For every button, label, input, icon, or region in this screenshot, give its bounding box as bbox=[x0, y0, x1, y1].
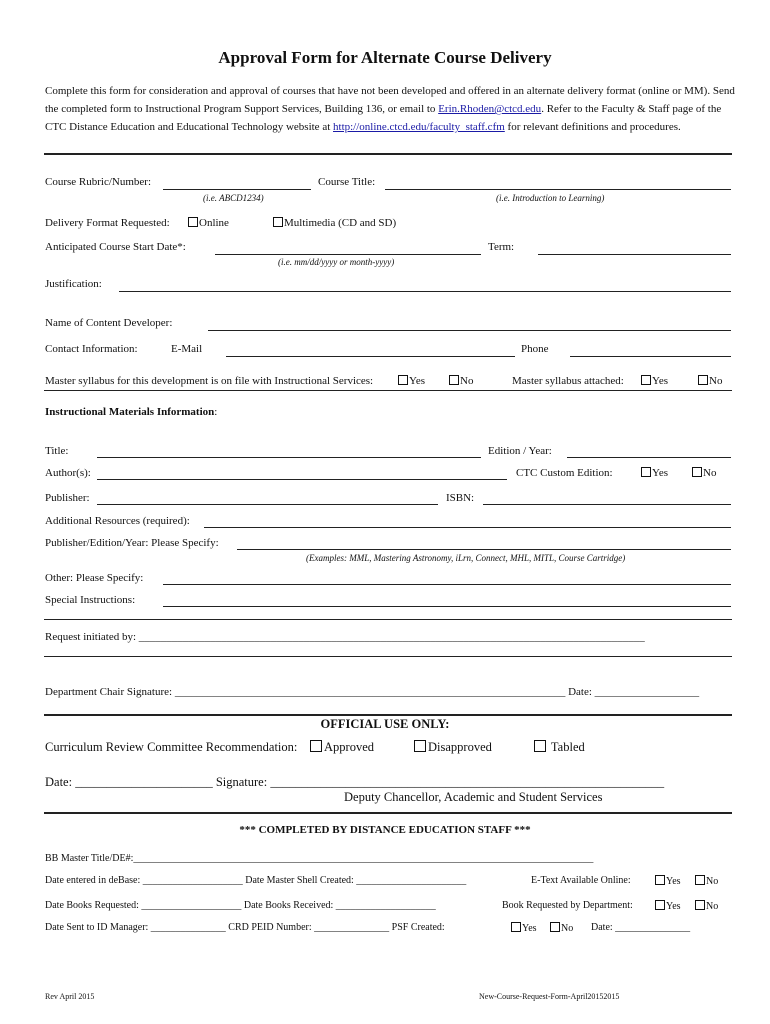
etext-label: E-Text Available Online: bbox=[531, 875, 631, 886]
intro-text-3: for relevant definitions and procedures. bbox=[504, 121, 681, 134]
email-field[interactable] bbox=[226, 356, 515, 357]
publisher-field[interactable] bbox=[97, 504, 438, 505]
start-date-label: Anticipated Course Start Date*: bbox=[45, 241, 186, 253]
examples-hint: (Examples: MML, Mastering Astronomy, iLrn, Connect, MHL, MITL, Course Cartridge) bbox=[306, 553, 626, 563]
email-link[interactable]: Erin.Rhoden@ctcd.edu bbox=[438, 103, 542, 116]
approved-label: Approved bbox=[324, 740, 374, 754]
no-label: No bbox=[706, 876, 719, 887]
psf-yes[interactable] bbox=[511, 922, 537, 934]
checkbox-icon[interactable] bbox=[449, 375, 459, 385]
publisher-specify-field[interactable] bbox=[237, 549, 731, 550]
additional-resources-field[interactable] bbox=[204, 527, 731, 528]
yes-label: Yes bbox=[652, 467, 669, 479]
bb-master-line[interactable]: BB Master Title/DE#:____________________________________________________________________________________________ bbox=[45, 853, 594, 864]
disapproved-label: Disapproved bbox=[428, 740, 492, 754]
syllabus-file-label: Master syllabus for this development is on file with Instructional Services: bbox=[45, 375, 374, 387]
materials-heading bbox=[45, 406, 217, 418]
approved-option[interactable] bbox=[310, 740, 374, 755]
term-label: Term: bbox=[488, 241, 515, 253]
book-dept-yes[interactable] bbox=[655, 900, 681, 912]
checkbox-icon[interactable] bbox=[550, 922, 560, 932]
checkbox-icon[interactable] bbox=[511, 922, 521, 932]
debase-line[interactable]: Date entered in deBase: ____________________ Date Master Shell Created: ______________________ bbox=[45, 875, 467, 886]
yes-label: Yes bbox=[409, 375, 426, 387]
checkbox-icon[interactable] bbox=[310, 740, 322, 752]
syllabus-attached-label: Master syllabus attached: bbox=[512, 375, 624, 387]
special-instructions-label: Special Instructions: bbox=[45, 594, 136, 606]
yes-label: Yes bbox=[522, 923, 537, 934]
custom-edition-label: CTC Custom Edition: bbox=[516, 467, 613, 479]
online-option[interactable] bbox=[188, 217, 229, 229]
edition-label: Edition / Year: bbox=[488, 445, 552, 457]
isbn-field[interactable] bbox=[483, 504, 731, 505]
contact-label: Contact Information: bbox=[45, 343, 138, 355]
multimedia-label: Multimedia (CD and SD) bbox=[284, 217, 397, 229]
justification-label: Justification: bbox=[45, 278, 102, 290]
rubric-field[interactable] bbox=[163, 189, 311, 190]
no-label: No bbox=[460, 375, 474, 387]
no-label: No bbox=[709, 375, 723, 387]
authors-field[interactable] bbox=[97, 479, 507, 480]
checkbox-icon[interactable] bbox=[695, 900, 705, 910]
custom-edition-no[interactable] bbox=[692, 467, 716, 479]
de-staff-divider bbox=[44, 812, 732, 814]
checkbox-icon[interactable] bbox=[534, 740, 546, 752]
footer-form-id: New-Course-Request-Form-April20152015 bbox=[479, 992, 620, 1001]
chair-signature-line[interactable]: Department Chair Signature: _______________________________________________________________________ Date: ___________________ bbox=[45, 686, 700, 698]
checkbox-icon[interactable] bbox=[641, 467, 651, 477]
email-label: E-Mail bbox=[171, 343, 203, 355]
yes-label: Yes bbox=[666, 876, 681, 887]
multimedia-option[interactable] bbox=[273, 217, 396, 229]
checkbox-icon[interactable] bbox=[692, 467, 702, 477]
yes-label: Yes bbox=[652, 375, 669, 387]
additional-resources-label: Additional Resources (required): bbox=[45, 515, 190, 527]
rubric-hint: (i.e. ABCD1234) bbox=[203, 193, 264, 203]
other-specify-label: Other: Please Specify: bbox=[45, 572, 144, 584]
syllabus-file-yes[interactable] bbox=[398, 375, 425, 387]
request-initiated-line[interactable]: Request initiated by: ____________________________________________________________________________________________ bbox=[45, 631, 645, 643]
official-heading: OFFICIAL USE ONLY: bbox=[320, 717, 450, 731]
date-signature-line[interactable]: Date: ______________________ Signature: _______________________________________________________________ bbox=[45, 775, 665, 789]
special-instructions-field[interactable] bbox=[163, 606, 731, 607]
intro-text-2: . Refer to the Faculty & Staff page of the CTC Distance Education and Educational Technology website at bbox=[45, 103, 722, 134]
course-title-hint: (i.e. Introduction to Learning) bbox=[496, 193, 605, 203]
checkbox-icon[interactable] bbox=[398, 375, 408, 385]
checkbox-icon[interactable] bbox=[414, 740, 426, 752]
publisher-label: Publisher: bbox=[45, 492, 90, 504]
online-label: Online bbox=[199, 217, 229, 229]
official-divider bbox=[44, 714, 732, 716]
start-date-hint: (i.e. mm/dd/yyyy or month-yyyy) bbox=[278, 257, 395, 267]
website-link[interactable]: http://online.ctcd.edu/faculty_staff.cfm bbox=[333, 121, 505, 134]
start-date-field[interactable] bbox=[215, 254, 481, 255]
other-specify-field[interactable] bbox=[163, 584, 731, 585]
materials-heading-text: Instructional Materials Information bbox=[45, 406, 215, 418]
authors-label: Author(s): bbox=[45, 467, 91, 479]
syllabus-attached-yes[interactable] bbox=[641, 375, 668, 387]
materials-divider bbox=[44, 619, 732, 620]
id-manager-line[interactable]: Date Sent to ID Manager: _______________ CRD PEID Number: _______________ PSF Created: bbox=[45, 922, 445, 933]
justification-field[interactable] bbox=[119, 291, 731, 292]
etext-no[interactable] bbox=[695, 875, 718, 887]
phone-field[interactable] bbox=[570, 356, 731, 357]
book-dept-label: Book Requested by Department: bbox=[502, 900, 633, 911]
custom-edition-yes[interactable] bbox=[641, 467, 668, 479]
delivery-label: Delivery Format Requested: bbox=[45, 217, 170, 229]
materials-heading-colon: : bbox=[214, 406, 218, 418]
request-divider bbox=[44, 656, 732, 657]
tabled-option[interactable] bbox=[534, 740, 585, 755]
course-title-label: Course Title: bbox=[318, 176, 376, 188]
checkbox-icon[interactable] bbox=[698, 375, 708, 385]
books-requested-line[interactable]: Date Books Requested: ____________________ Date Books Received: ____________________ bbox=[45, 900, 436, 911]
developer-label: Name of Content Developer: bbox=[45, 317, 173, 329]
rubric-label: Course Rubric/Number: bbox=[45, 176, 152, 188]
tabled-label: Tabled bbox=[550, 740, 585, 754]
no-label: No bbox=[703, 467, 717, 479]
online-checkbox[interactable] bbox=[188, 217, 198, 227]
book-title-label: Title: bbox=[45, 445, 69, 457]
etext-yes[interactable] bbox=[655, 875, 681, 887]
no-label: No bbox=[706, 901, 719, 912]
book-dept-no[interactable] bbox=[695, 900, 718, 912]
term-field[interactable] bbox=[538, 254, 731, 255]
checkbox-icon[interactable] bbox=[655, 875, 665, 885]
isbn-label: ISBN: bbox=[446, 492, 475, 504]
psf-no[interactable] bbox=[550, 922, 573, 934]
footer-revision: Rev April 2015 bbox=[45, 992, 95, 1001]
disapproved-option[interactable] bbox=[414, 740, 492, 755]
multimedia-checkbox[interactable] bbox=[273, 217, 283, 227]
intro-paragraph bbox=[45, 82, 735, 137]
syllabus-divider bbox=[44, 390, 732, 391]
edition-field[interactable] bbox=[567, 457, 731, 458]
de-staff-heading: *** COMPLETED BY DISTANCE EDUCATION STAFF *** bbox=[239, 824, 531, 836]
phone-label: Phone bbox=[521, 343, 549, 355]
syllabus-attached-no[interactable] bbox=[698, 375, 722, 387]
course-title-field[interactable] bbox=[385, 189, 731, 190]
top-divider bbox=[44, 153, 732, 155]
psf-date-line[interactable]: Date: _______________ bbox=[591, 922, 691, 933]
yes-label: Yes bbox=[666, 901, 681, 912]
checkbox-icon[interactable] bbox=[641, 375, 651, 385]
publisher-specify-label: Publisher/Edition/Year: Please Specify: bbox=[45, 537, 219, 549]
book-title-field[interactable] bbox=[97, 457, 481, 458]
deputy-title: Deputy Chancellor, Academic and Student Services bbox=[344, 790, 603, 804]
no-label: No bbox=[561, 923, 574, 934]
crc-label: Curriculum Review Committee Recommendation: bbox=[45, 740, 298, 754]
developer-field[interactable] bbox=[208, 330, 731, 331]
intro-text-1: Complete this form for consideration and approval of courses that have not been developed and offered in an alternate delivery format (online or MM). Send the completed form to Instructional Program Support Services, Building 136, or email to bbox=[45, 85, 735, 116]
syllabus-file-no[interactable] bbox=[449, 375, 473, 387]
page-title: Approval Form for Alternate Course Delivery bbox=[218, 48, 552, 67]
checkbox-icon[interactable] bbox=[695, 875, 705, 885]
checkbox-icon[interactable] bbox=[655, 900, 665, 910]
